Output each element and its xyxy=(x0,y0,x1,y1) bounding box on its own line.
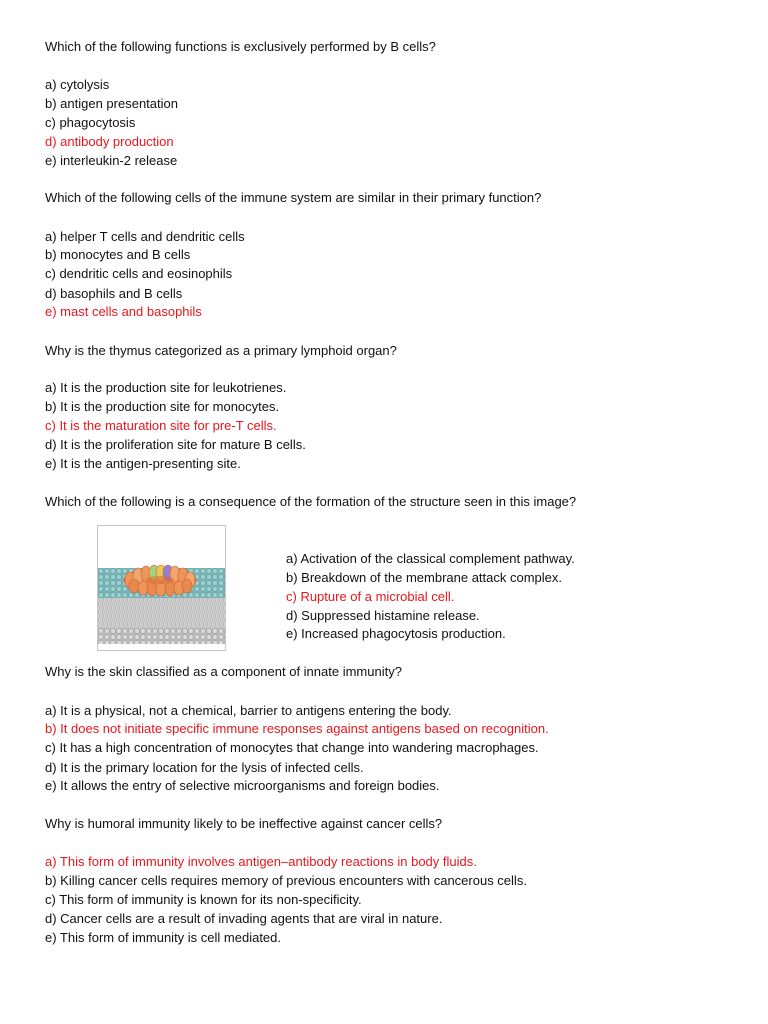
question-3-option-d: d) It is the proliferation site for mature B cells. xyxy=(45,437,306,452)
question-5-option-c: c) It has a high concentration of monocytes that change into wandering macrophages. xyxy=(45,740,539,755)
question-3-option-b: b) It is the production site for monocytes. xyxy=(45,399,280,414)
question-2-option-a: a) helper T cells and dendritic cells xyxy=(45,229,245,244)
question-1-option-e: e) interleukin-2 release xyxy=(45,153,178,168)
question-6-option-a-correct: a) This form of immunity involves antigen–antibody reactions in body fluids. xyxy=(45,854,477,869)
question-3-prompt: Why is the thymus categorized as a primary lymphoid organ? xyxy=(45,343,397,358)
question-6-option-b: b) Killing cancer cells requires memory of previous encounters with cancerous cells. xyxy=(45,873,527,888)
question-6-prompt: Why is humoral immunity likely to be ineffective against cancer cells? xyxy=(45,816,443,831)
question-4-prompt: Which of the following is a consequence of the formation of the structure seen in this image? xyxy=(45,494,577,509)
question-3-option-a: a) It is the production site for leukotrienes. xyxy=(45,380,287,395)
question-4-option-c-correct: c) Rupture of a microbial cell. xyxy=(286,589,455,604)
question-2-option-b: b) monocytes and B cells xyxy=(45,247,191,262)
question-1-option-d-correct: d) antibody production xyxy=(45,134,174,149)
question-5-prompt: Why is the skin classified as a component of innate immunity? xyxy=(45,664,402,679)
question-2-option-c: c) dendritic cells and eosinophils xyxy=(45,266,233,281)
membrane-attack-complex-image xyxy=(97,525,226,651)
question-1-option-b: b) antigen presentation xyxy=(45,96,178,111)
question-6-option-e: e) This form of immunity is cell mediated. xyxy=(45,930,281,945)
question-2-option-d: d) basophils and B cells xyxy=(45,286,183,301)
question-1-option-c: c) phagocytosis xyxy=(45,115,136,130)
question-4-option-d: d) Suppressed histamine release. xyxy=(286,608,480,623)
question-2-prompt: Which of the following cells of the immune system are similar in their primary function? xyxy=(45,190,542,205)
question-5-option-b-correct: b) It does not initiate specific immune responses against antigens based on recognition. xyxy=(45,721,549,736)
question-1-option-a: a) cytolysis xyxy=(45,77,110,92)
question-3-option-e: e) It is the antigen-presenting site. xyxy=(45,456,241,471)
question-6-option-c: c) This form of immunity is known for its non-specificity. xyxy=(45,892,362,907)
question-3-option-c-correct: c) It is the maturation site for pre-T cells. xyxy=(45,418,277,433)
question-4-option-e: e) Increased phagocytosis production. xyxy=(286,626,506,641)
question-2-option-e-correct: e) mast cells and basophils xyxy=(45,304,202,319)
question-5-option-e: e) It allows the entry of selective microorganisms and foreign bodies. xyxy=(45,778,440,793)
question-5-option-d: d) It is the primary location for the lysis of infected cells. xyxy=(45,760,364,775)
question-5-option-a: a) It is a physical, not a chemical, barrier to antigens entering the body. xyxy=(45,703,452,718)
question-1-prompt: Which of the following functions is exclusively performed by B cells? xyxy=(45,39,436,54)
question-4-option-a: a) Activation of the classical complement pathway. xyxy=(286,551,575,566)
question-4-option-b: b) Breakdown of the membrane attack complex. xyxy=(286,570,563,585)
question-6-option-d: d) Cancer cells are a result of invading agents that are viral in nature. xyxy=(45,911,443,926)
